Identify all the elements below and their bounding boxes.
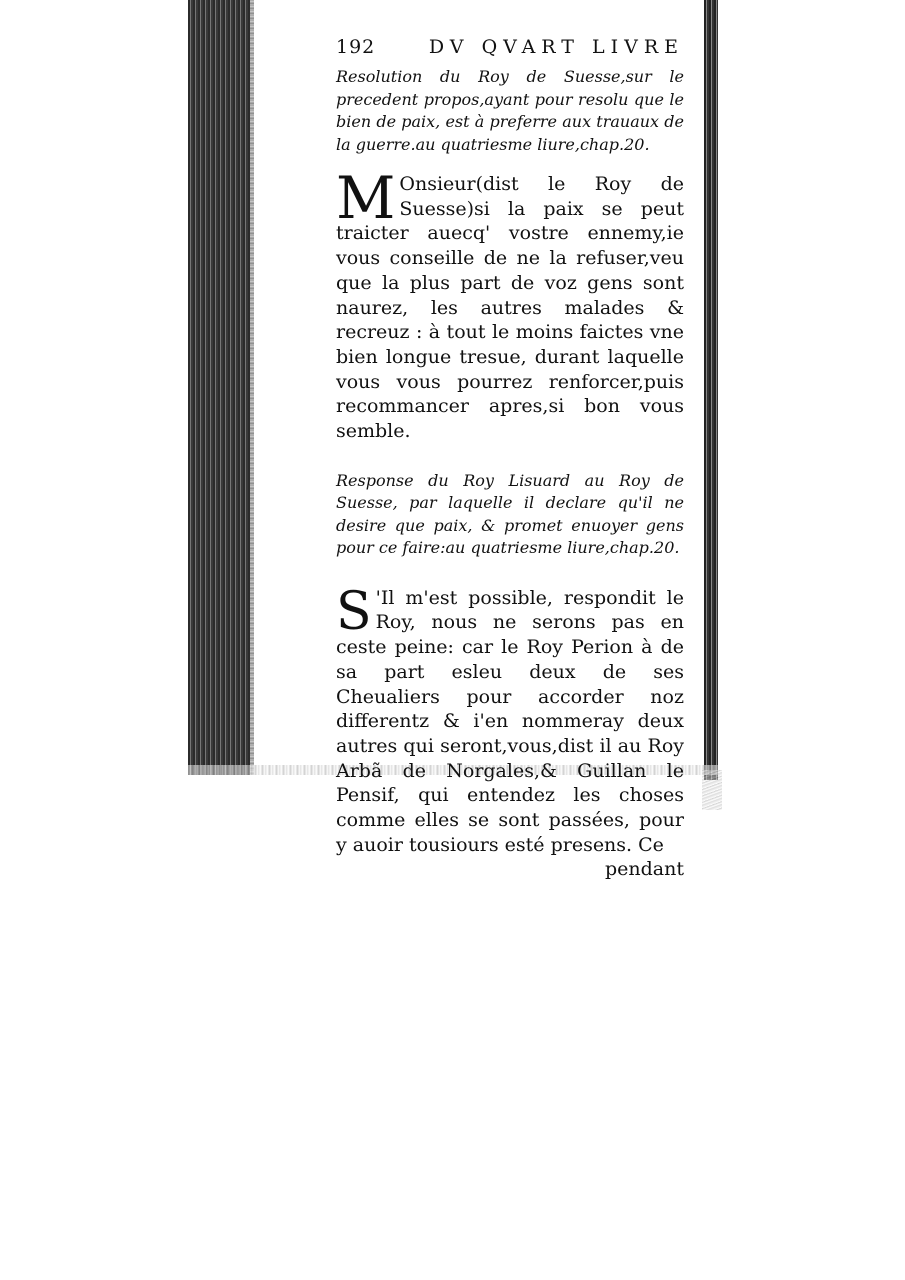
paragraph-2-text: 'Il m'est possible, respondit le Roy, nous ne serons pas en ceste peine: car le Roy Perion à de sa part esleu deux de ses Cheualiers pour accorder noz differentz & i'en nommeray deux autres qui seront,vous,dist il au Roy Arbã de Norgales,& Guillan le Pensif, qui entendez les choses comme elles se sont passées, pour y auoir tousiours esté presens. Ce: [336, 586, 684, 856]
catchword: pendant: [604, 858, 684, 881]
page-number: 192: [336, 36, 376, 58]
book-binding-left: [188, 0, 250, 775]
dropcap-s: S: [336, 581, 372, 642]
running-title: DV QVART LIVRE: [428, 36, 684, 58]
text-block: [336, 36, 684, 882]
running-head: [336, 36, 684, 60]
book-binding-right: [704, 0, 718, 780]
chapter-heading-1: Resolution du Roy de Suesse,sur le precedent propos,ayant pour resolu que le bien de paix, est à preferre aux trauaux de la guerre.au quatriesme liure,chap.20.: [336, 67, 684, 154]
paragraph-2: [336, 581, 684, 858]
scan-noise: [702, 770, 722, 810]
chapter-heading-2: Response du Roy Lisuard au Roy de Suesse, par laquelle il declare qu'il ne desire que paix, & promet enuoyer gens pour ce faire:au quatriesme liure,chap.20.: [336, 470, 684, 558]
dropcap-m: M: [336, 164, 396, 232]
paragraph-1-text: Onsieur(dist le Roy de Suesse)si la paix se peut traicter auecq' vostre ennemy,ie vous conseille de ne la refuser,veu que la plus part de voz gens sont naurez, les autres malades & recreuz : à tout le moins faictes vne bien longue tresue, durant laquelle vous vous pourrez renforcer,puis recommancer apres,si bon vous semble.: [336, 173, 684, 443]
paragraph-1: [336, 164, 684, 444]
